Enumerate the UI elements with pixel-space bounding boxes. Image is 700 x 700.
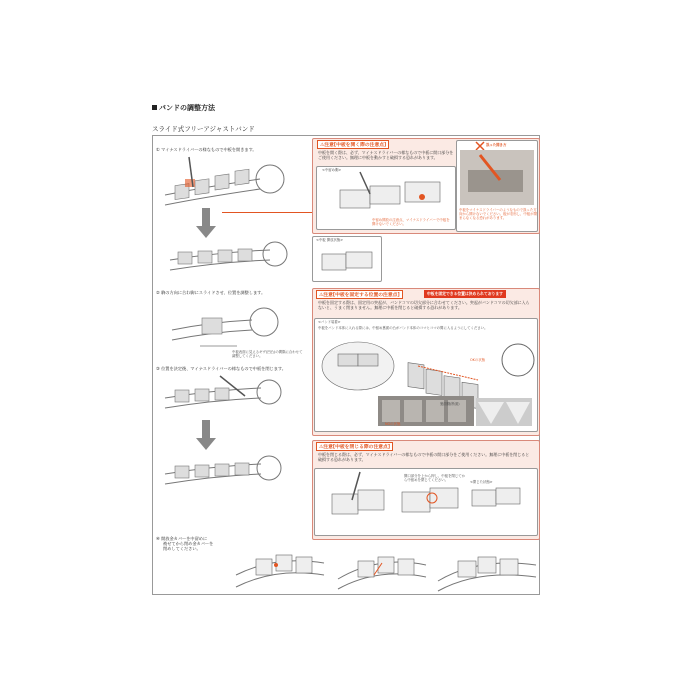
warning-2-note-text: 中板をバンド本体に入れる際には、中留め裏面の凸がバンド本体のコマとコマの間に入るようにしてください。 [318, 326, 488, 330]
step-4-illustration-1 [236, 545, 326, 593]
warning-1-label-a: <中留め側> [322, 168, 342, 172]
step-3-result-illustration [165, 454, 285, 490]
clasp-illustration [330, 172, 450, 220]
step-2-text: ② 駒の方向に合わ駒にスライドさせ、位置を調整します。 [156, 290, 266, 295]
warning-2-title: ⚠注意[中板を固定する位置の注意点] [316, 290, 403, 299]
closed-state-label: <閉じた状態> [470, 480, 493, 484]
step-4-text-1: ④ 開放金カバーを中留めに [156, 536, 208, 541]
page-title [152, 103, 215, 113]
step-1-result-illustration [170, 240, 285, 275]
step-4-illustration-2 [338, 545, 428, 593]
connector-line [222, 212, 312, 213]
cross-mark-icon [476, 142, 484, 150]
warning-2-text: 中板を固定する際は、固定用の突起が、バンドコマの切欠部分に合わせてください。突起がバンドコマの切欠部に入らないと、うまく閉まりません。無理に中板を閉じると破損する恐れがあります。 [318, 300, 530, 311]
step-2-note: 中板表面に見えるギザ(凹凸)の間隔に合わせて調整してください。 [232, 350, 303, 359]
page-title-text: バンドの調整方法 [159, 104, 215, 112]
open-clasp-illustration [322, 246, 374, 276]
warning-3-note: 開口部分を上から押し、中板を閉じてから中留めを閉じてください。 [404, 474, 466, 483]
label-ok-state: OKの状態 [470, 358, 486, 362]
step-4-text-3: 閉めしてください。 [163, 546, 201, 551]
label-ng-state: NGの状態 [385, 422, 401, 426]
warning-3-text: 中板を閉じる際は、必ず、マイナスドライバーの様なもので中板の開口部分をご使用ください。無理に中板を閉じると破損する恐れがあります。 [318, 452, 530, 463]
bad-method-photo [460, 150, 534, 205]
page-subtitle: スライド式フリーアジャストバンド [152, 125, 255, 133]
band-insertion-illustration [318, 336, 533, 430]
label-rear-side: 裏面側(断面) [440, 402, 460, 406]
warning-1-bad-label: 誤った開き方 [486, 143, 507, 147]
warning-2-note-head: <バンド装着> [318, 320, 341, 324]
arrow-down-icon [196, 208, 216, 238]
step-1-text: ① マイナスドライバーの様なもので中板を開きます。 [156, 147, 257, 152]
warning-1-text: 中板を開く際は、必ず、マイナスドライバーの様なもので中板に開口部分をご使用ください。無理に中板を動かすと破損する恐れがあります。 [318, 150, 454, 161]
step-2-illustration [172, 300, 282, 350]
open-state-label: <中板 開放状態> [316, 238, 344, 242]
warning-1-title: ⚠注意[中板を開く際の注意点] [317, 140, 389, 149]
arrow-down-icon [196, 420, 216, 450]
step-3-text: ③ 位置を決定後、マイナスドライバーの様なもので中板を閉じます。 [156, 366, 286, 371]
warning-1-note: 中留め開放の注意点、マイナスドライバーで中板を開けないでください。 [372, 218, 450, 227]
warning-2-tag: 中板を固定できる位置は決められております [424, 290, 506, 298]
step-3-illustration [165, 376, 285, 420]
warning-3-title: ⚠注意[中板を閉じる際の注意点] [316, 442, 393, 451]
warning-1-bad-note: 中板をマイナスドライバーのようなもので誤った方向から開けないでください。板が変形し、中板が閉まらなくなる恐れがあります。 [459, 208, 537, 221]
step-4-illustration-3 [438, 545, 538, 593]
step-1-watch-illustration [165, 157, 285, 207]
step-4-text-2: 被せてから閉め金カバーを [163, 541, 214, 546]
